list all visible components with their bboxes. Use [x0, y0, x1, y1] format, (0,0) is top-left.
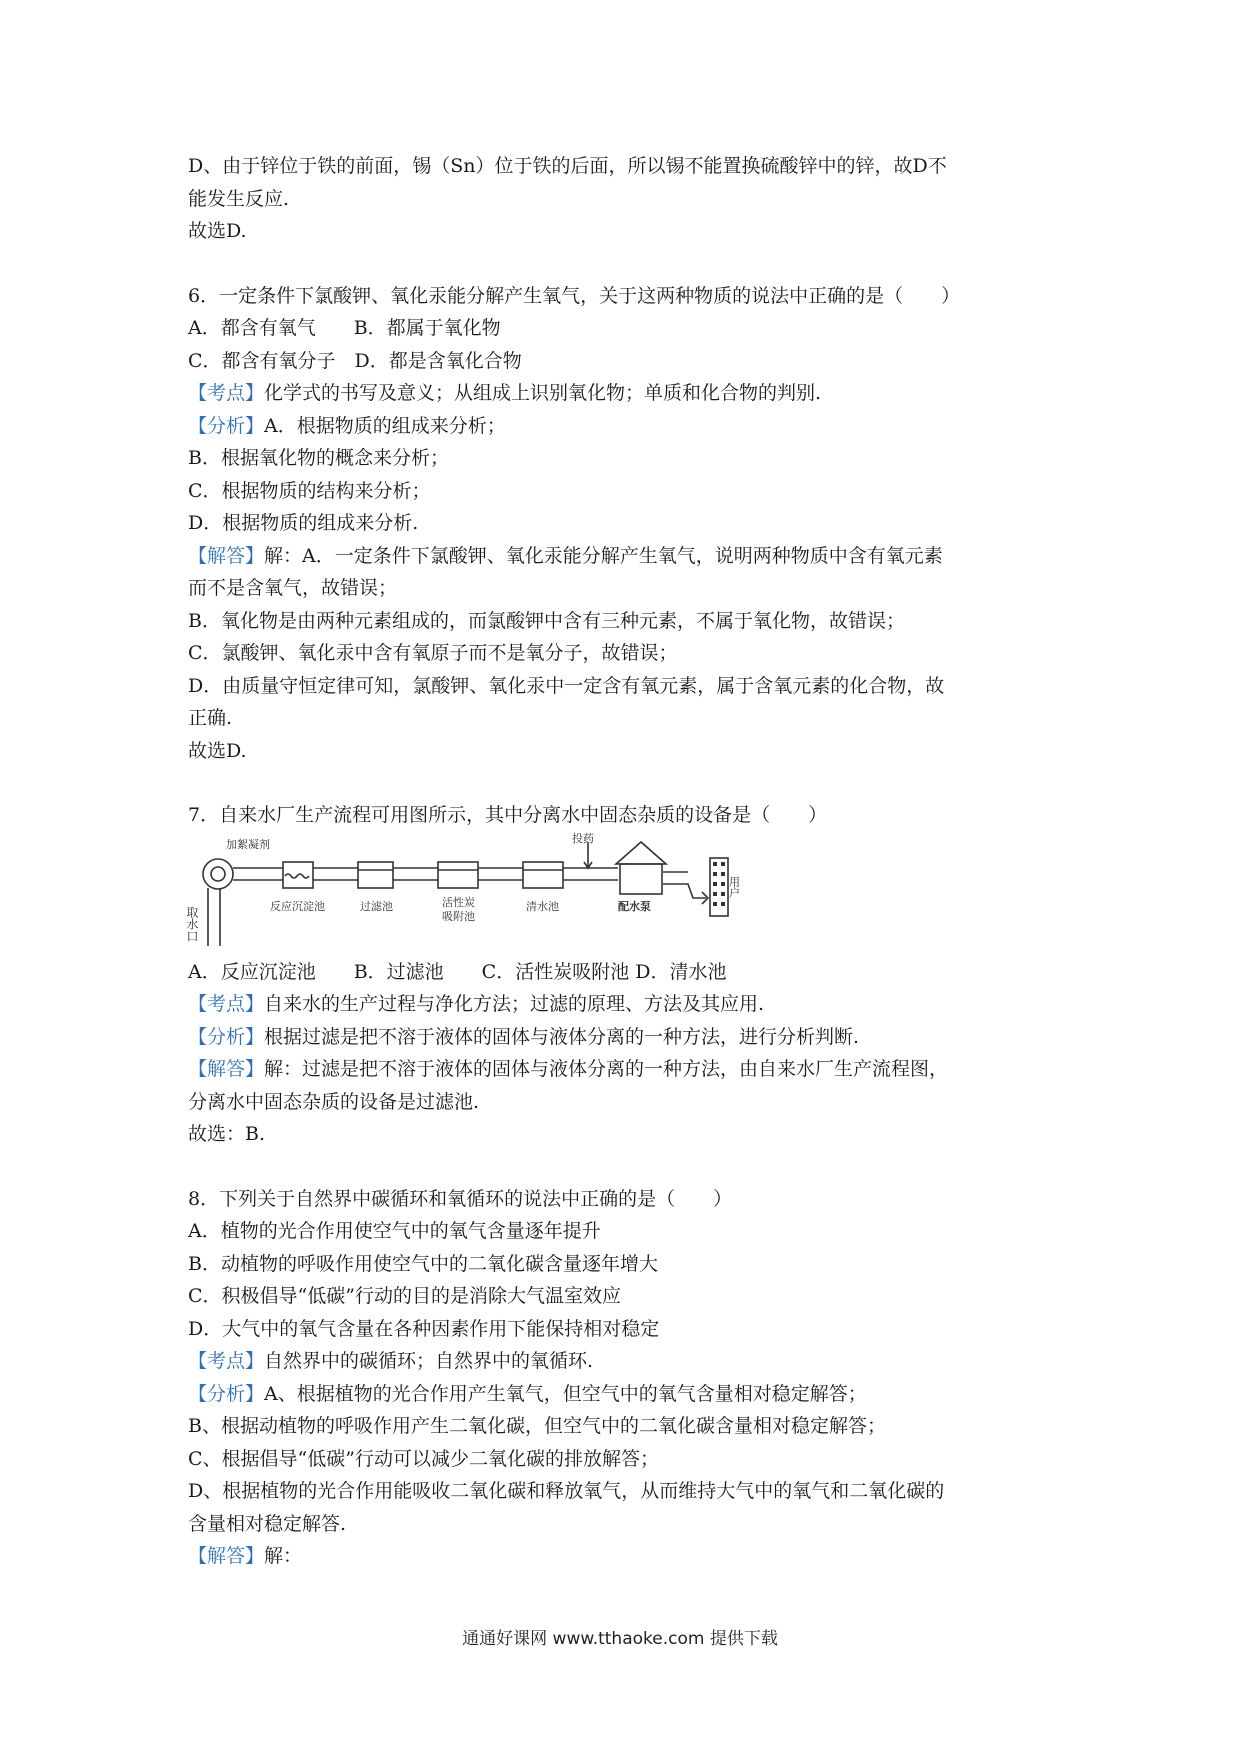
water-plant-diagram [185, 831, 828, 954]
jieda-tag: 【解答】 [188, 544, 265, 567]
fenxi-tag: 【分析】 [188, 1382, 265, 1405]
q8-option-d: D．大气中的氧气含量在各种因素作用下能保持相对稳定 [188, 1317, 660, 1340]
q8-jieda [188, 1540, 1058, 1573]
q6-fenxi-c: C．根据物质的结构来分析； [188, 479, 431, 502]
q8-option-b: B．动植物的呼吸作用使空气中的二氧化碳含量逐年增大 [188, 1252, 658, 1275]
q8-kaodian [188, 1345, 1058, 1378]
pump-house [620, 864, 662, 894]
q8-option-c: C．积极倡导“低碳”行动的目的是消除大气温室效应 [188, 1285, 621, 1307]
q7-options: A．反应沉淀池 B．过滤池 C．活性炭吸附池 D．清水池 [188, 960, 727, 983]
fenxi-tag: 【分析】 [188, 414, 265, 437]
q6-stem: 6．一定条件下氯酸钾、氧化汞能分解产生氧气，关于这两种物质的说法中正确的是（ ） [188, 284, 961, 307]
q6-jieda-line: 正确. [188, 707, 233, 729]
q7-jieda-line: 分离水中固态杂质的设备是过滤池. [188, 1090, 480, 1113]
q6-jieda-line: B．氧化物是由两种元素组成的，而氯酸钾中含有三种元素，不属于氧化物，故错误； [188, 609, 905, 632]
q6-fenxi-d: D．根据物质的组成来分析. [188, 512, 419, 534]
fenxi-text: A．根据物质的组成来分析； [264, 414, 506, 437]
q6-fenxi-b: B．根据氧化物的概念来分析； [188, 447, 449, 469]
q6-answer: 故选D. [188, 739, 247, 762]
carbon-label: 活性炭 [442, 895, 475, 909]
user-label: 用户 [727, 875, 741, 898]
q8-option-a: A．植物的光合作用使空气中的氧气含量逐年提升 [188, 1220, 601, 1242]
jieda-text: 解： [264, 1545, 303, 1567]
kaodian-tag: 【考点】 [188, 1350, 265, 1372]
pump-roof [616, 842, 666, 864]
q8-fenxi [188, 1378, 1058, 1411]
q8-stem: 8．下列关于自然界中碳循环和氧循环的说法中正确的是（ ） [188, 1187, 733, 1210]
main-pipe [233, 868, 283, 880]
fenxi-tag: 【分析】 [188, 1025, 265, 1048]
jieda-text: 解：A．一定条件下氯酸钾、氧化汞能分解产生氧气，说明两种物质中含有氧元素 [264, 544, 943, 567]
q6-jieda-line: C．氯酸钾、氧化汞中含有氧原子而不是氧分子，故错误； [188, 642, 678, 664]
fenxi-text: 根据过滤是把不溶于液体的固体与液体分离的一种方法，进行分析判断. [264, 1025, 860, 1048]
intake-wheel [203, 859, 233, 889]
q6-options: C．都含有氧分子 D．都是含氧化合物 [188, 349, 522, 372]
q6-options: A．都含有氧气 B．都属于氧化物 [188, 317, 501, 339]
q6-jieda [188, 540, 1058, 573]
kaodian-text: 化学式的书写及意义；从组成上识别氧化物；单质和化合物的判别. [264, 382, 822, 404]
q7-kaodian [188, 988, 1058, 1021]
q7-jieda [188, 1053, 1058, 1086]
carbon-tank [438, 862, 478, 888]
reaction-wave [285, 874, 309, 878]
q8-fenxi-b: B、根据动植物的呼吸作用产生二氧化碳，但空气中的二氧化碳含量相对稳定解答； [188, 1415, 886, 1437]
q7-stem: 7．自来水厂生产流程可用图所示，其中分离水中固态杂质的设备是（ ） [188, 804, 828, 826]
document-body [185, 150, 1058, 1573]
q6-jieda-line: D．由质量守恒定律可知，氯酸钾、氧化汞中一定含有氧元素，属于含氧元素的化合物，故 [188, 674, 945, 697]
kaodian-tag: 【考点】 [188, 382, 265, 404]
q5-answer: 故选D. [188, 220, 247, 242]
carbon-label: 吸附池 [442, 909, 475, 923]
user-building [710, 858, 728, 916]
q8-fenxi-c: C、根据倡导“低碳”行动可以减少二氧化碳的排放解答； [188, 1447, 659, 1470]
jieda-tag: 【解答】 [188, 1058, 265, 1080]
q6-jieda-line: 而不是含氧气，故错误； [188, 577, 398, 599]
clear-label: 清水池 [526, 899, 559, 913]
q8-fenxi-d: D、根据植物的光合作用能吸收二氧化碳和释放氧气，从而维持大气中的氧气和二氧化碳的 [188, 1480, 945, 1502]
q6-kaodian [188, 377, 1058, 410]
q5-line: D、由于锌位于铁的前面，锡（Sn）位于铁的后面，所以锡不能置换硫酸锌中的锌，故D不 [188, 155, 947, 177]
fenxi-text: A、根据植物的光合作用产生氧气，但空气中的氧气含量相对稳定解答； [264, 1382, 867, 1405]
pump-label: 配水泵 [618, 899, 651, 913]
q7-fenxi [188, 1021, 1058, 1054]
kaodian-text: 自然界中的碳循环；自然界中的氧循环. [264, 1350, 594, 1372]
page-footer: 通通好课网 www.tthaoke.com 提供下载 [462, 1629, 778, 1649]
q5-line: 能发生反应. [188, 187, 290, 210]
intake-label: 取水口 [185, 905, 199, 942]
q7-answer: 故选：B. [188, 1123, 266, 1145]
dosing-label: 投药 [572, 831, 594, 845]
clear-tank [523, 862, 563, 888]
kaodian-text: 自来水的生产过程与净化方法；过滤的原理、方法及其应用. [264, 993, 765, 1015]
jieda-tag: 【解答】 [188, 1545, 265, 1567]
filter-label: 过滤池 [360, 899, 393, 913]
jieda-text: 解：过滤是把不溶于液体的固体与液体分离的一种方法，由自来水厂生产流程图， [264, 1058, 949, 1080]
kaodian-tag: 【考点】 [188, 993, 265, 1015]
add-agent-label: 加絮凝剂 [226, 837, 270, 851]
q6-fenxi [188, 410, 1058, 443]
intake-wheel-hub [211, 867, 225, 881]
intake-pipe [208, 888, 220, 946]
reaction-label: 反应沉淀池 [270, 899, 325, 913]
q8-fenxi-d: 含量相对稳定解答. [188, 1512, 347, 1535]
flow-diagram-svg [185, 831, 828, 954]
filter-tank [358, 862, 393, 888]
